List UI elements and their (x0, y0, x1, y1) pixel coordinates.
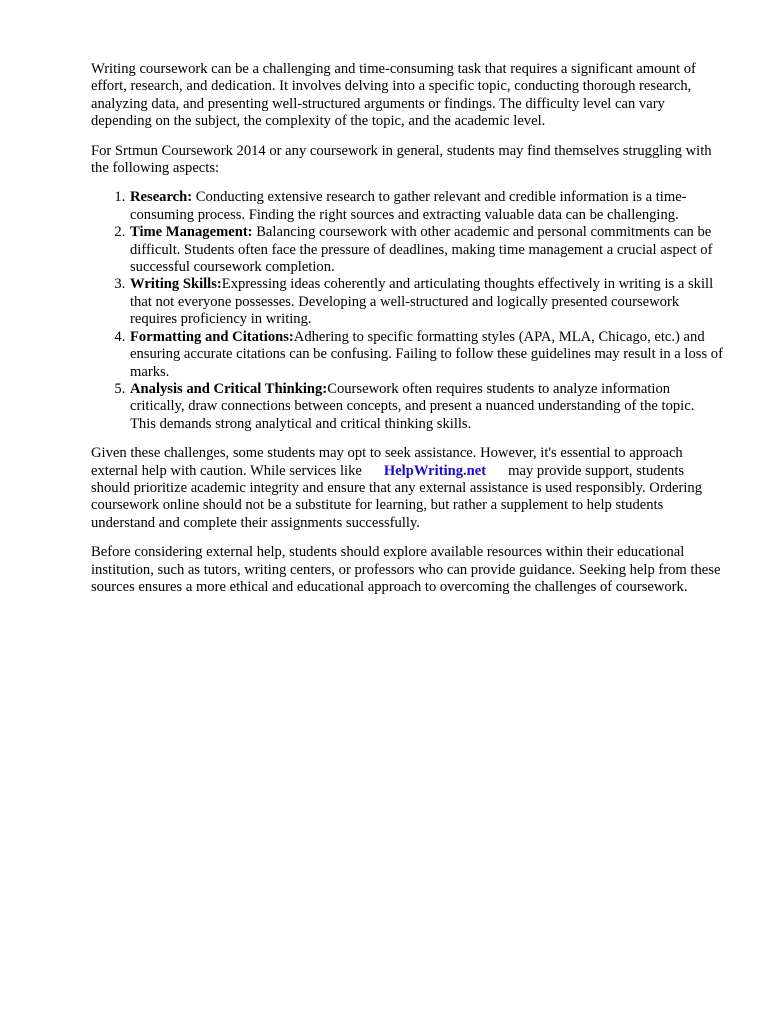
aspect-term: Formatting and Citations: (130, 328, 294, 345)
aspects-intro-paragraph: For Srtmun Coursework 2014 or any coursework in general, students may find themselves struggling with the following aspects: (91, 142, 712, 177)
aspect-text: Adhering to specific formatting styles (APA, MLA, Chicago, etc.) and ensuring accurate citations can be confusing. Failing to follow these guidelines may result in a loss of marks. (130, 328, 723, 380)
aspect-text: Expressing ideas coherently and articulating thoughts effectively in writing is a skill that not everyone possesses. Developing a well-structured and logically presented coursework requires proficiency in writing. (130, 276, 714, 328)
aspect-term: Analysis and Critical Thinking: (130, 380, 328, 397)
helpwriting-link[interactable]: HelpWriting.net (383, 462, 487, 479)
aspect-text: Coursework often requires students to analyze information critically, draw connections between concepts, and present a nuanced understanding of the topic. This demands strong analytical and critical thinking skills. (130, 380, 695, 432)
aspect-term: Writing Skills: (130, 276, 222, 293)
aspect-text: Balancing coursework with other academic and personal commitments can be difficult. Students often face the pressure of deadlines, making time management a crucial aspect of successful coursework completion. (130, 224, 713, 276)
help-text-before-link: Given these challenges, some students may opt to seek assistance. However, it's essential to approach external help with caution. While services like (91, 445, 683, 479)
intro-paragraph: Writing coursework can be a challenging and time-consuming task that requires a significant amount of effort, research, and dedication. It involves delving into a specific topic, conducting thorough research, analyzing data, and presenting well-structured arguments or findings. The difficulty level can vary depending on the subject, the complexity of the topic, and the academic level. (91, 61, 696, 130)
aspect-text: Conducting extensive research to gather relevant and credible information is a time-consuming process. Finding the right sources and extracting valuable data can be challenging. (130, 189, 687, 223)
help-text-after-link: may provide support, students should prioritize academic integrity and ensure that any external assistance is used responsibly. Ordering coursework online should not be a substitute for learning, but rather a supplement to help students understand and complete their assignments successfully. (91, 462, 702, 531)
conclusion-paragraph: Before considering external help, students should explore available resources within their educational institution, such as tutors, writing centers, or professors who can provide guidance. Seeking help from these sources ensures a more ethical and educational approach to overcoming the challenges of coursework. (91, 544, 721, 595)
aspect-term: Time Management: (130, 224, 253, 241)
document-page (91, 61, 723, 608)
list-item (129, 189, 723, 224)
list-item (129, 276, 723, 328)
aspect-term: Research: (130, 189, 193, 206)
help-paragraph (91, 445, 723, 532)
list-item (129, 381, 723, 433)
list-item (129, 224, 723, 276)
list-item (129, 329, 723, 381)
aspects-list (91, 189, 723, 433)
